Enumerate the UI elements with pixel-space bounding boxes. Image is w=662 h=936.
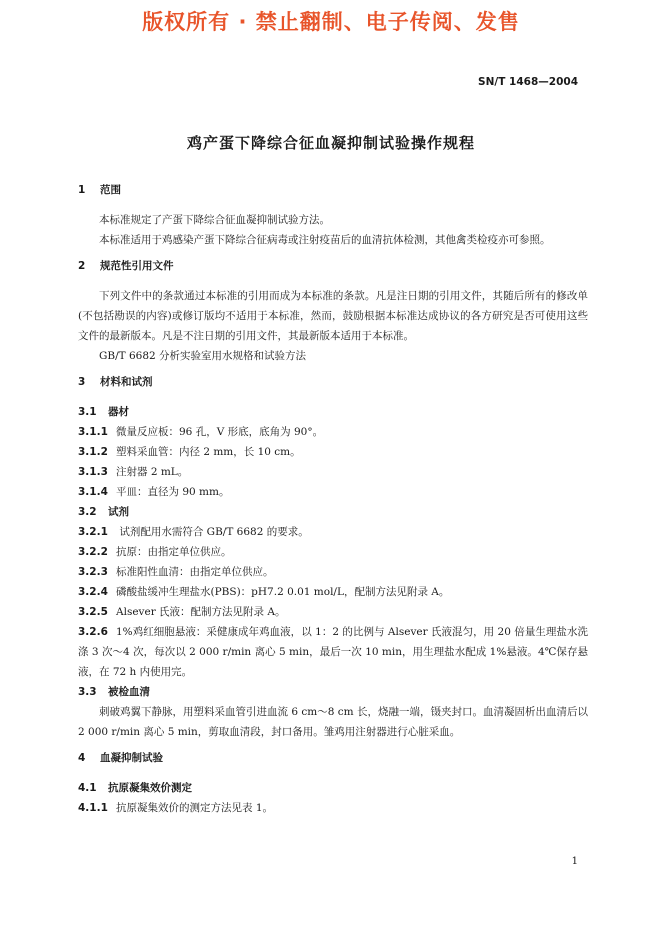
item-number: 3.2.3	[78, 566, 108, 578]
item-text: 平皿：直径为 90 mm。	[116, 486, 230, 498]
list-item	[78, 798, 588, 818]
section-title: 血凝抑制试验	[100, 752, 163, 764]
item-number: 3.1.1	[78, 426, 108, 438]
item-text: Alsever 氏液：配制方法见附录 A。	[116, 606, 286, 618]
item-text: 抗原：由指定单位供应。	[116, 546, 232, 558]
list-item	[78, 582, 588, 602]
subsection-4-1-heading	[78, 778, 588, 798]
item-number: 4.1.1	[78, 802, 108, 814]
copyright-watermark: 版权所有 · 禁止翻制、电子传阅、发售	[142, 10, 520, 34]
item-text: 注射器 2 mL。	[116, 466, 189, 478]
item-number: 3.2.1	[78, 526, 108, 538]
section-number: 3	[78, 376, 86, 388]
item-number: 3.1.3	[78, 466, 108, 478]
section-title: 材料和试剂	[100, 376, 153, 388]
paragraph: 刺破鸡翼下静脉，用塑料采血管引进血流 6 cm～8 cm 长，烧融一端，镊夹封口。血清凝固析出血清后以 2 000 r/min 离心 5 min，剪取血清段，封口备用。雏鸡用注射器进行心脏采血。	[78, 706, 588, 738]
page-number: 1	[571, 856, 578, 867]
item-text: 标准阳性血清：由指定单位供应。	[116, 566, 274, 578]
list-item	[78, 462, 588, 482]
section-1-heading	[78, 180, 588, 200]
subsection-3-2-heading	[78, 502, 588, 522]
section-2-heading	[78, 256, 588, 276]
subsection-title: 被检血清	[108, 686, 150, 698]
paragraph: 下列文件中的条款通过本标准的引用而成为本标准的条款。凡是注日期的引用文件，其随后所有的修改单(不包括勘误的内容)或修订版均不适用于本标准，然而，鼓励根据本标准达成协议的各方研究是否可使用这些文件的最新版本。凡是不注日期的引用文件，其最新版本适用于本标准。	[78, 290, 588, 342]
section-number: 2	[78, 260, 86, 272]
paragraph: 本标准规定了产蛋下降综合征血凝抑制试验方法。	[99, 214, 330, 226]
item-text: 微量反应板：96 孔，V 形底，底角为 90°。	[116, 426, 324, 438]
document-title: 鸡产蛋下降综合征血凝抑制试验操作规程	[186, 134, 475, 152]
list-item	[78, 622, 588, 682]
subsection-number: 3.1	[78, 406, 97, 418]
item-text: 试剂配用水需符合 GB/T 6682 的要求。	[116, 526, 309, 538]
item-text: 1%鸡红细胞悬液：采健康成年鸡血液，以 1：2 的比例与 Alsever 氏液混匀，用 20 倍量生理盐水洗涤 3 次～4 次，每次以 2 000 r/min 离心 5 min，最后一次 10 min，用生理盐水配成 1%悬液。4℃保存悬液，在 72 h 内使用完。	[78, 626, 588, 678]
item-number: 3.2.2	[78, 546, 108, 558]
document-body	[78, 180, 588, 818]
item-number: 3.2.6	[78, 626, 108, 638]
subsection-number: 3.2	[78, 506, 97, 518]
section-title: 范围	[100, 184, 121, 196]
document-number: SN/T 1468—2004	[478, 76, 578, 88]
list-item	[78, 422, 588, 442]
item-number: 3.2.4	[78, 586, 108, 598]
subsection-number: 3.3	[78, 686, 97, 698]
subsection-title: 试剂	[108, 506, 129, 518]
item-number: 3.1.2	[78, 446, 108, 458]
list-item	[78, 602, 588, 622]
list-item	[78, 562, 588, 582]
subsection-title: 抗原凝集效价测定	[108, 782, 192, 794]
item-text: 抗原凝集效价的测定方法见表 1。	[116, 802, 274, 814]
list-item	[78, 442, 588, 462]
subsection-3-3-heading	[78, 682, 588, 702]
item-text: 塑料采血管：内径 2 mm，长 10 cm。	[116, 446, 301, 458]
section-3-heading	[78, 372, 588, 392]
subsection-title: 器材	[108, 406, 129, 418]
normative-reference: GB/T 6682 分析实验室用水规格和试验方法	[99, 350, 307, 362]
paragraph: 本标准适用于鸡感染产蛋下降综合征病毒或注射疫苗后的血清抗体检测，其他禽类检疫亦可参照。	[99, 234, 551, 246]
section-number: 4	[78, 752, 86, 764]
section-title: 规范性引用文件	[100, 260, 174, 272]
subsection-3-1-heading	[78, 402, 588, 422]
item-number: 3.2.5	[78, 606, 108, 618]
list-item	[78, 482, 588, 502]
item-number: 3.1.4	[78, 486, 108, 498]
list-item	[78, 542, 588, 562]
section-4-heading	[78, 748, 588, 768]
list-item	[78, 522, 588, 542]
section-number: 1	[78, 184, 86, 196]
item-text: 磷酸盐缓冲生理盐水(PBS)：pH7.2 0.01 mol/L，配制方法见附录 A。	[116, 586, 450, 598]
subsection-number: 4.1	[78, 782, 97, 794]
